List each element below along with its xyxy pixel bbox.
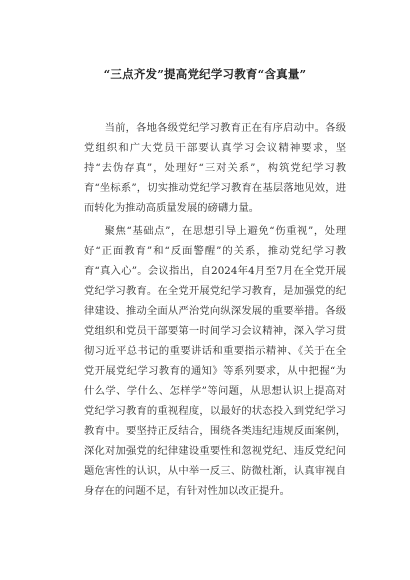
paragraph-intro: 当前，各地各级党纪学习教育正在有序启动中。各级党组织和广大党员干部要认真学习会议精神要求，坚持“去伪存真”，处理好“三对关系”，构筑党纪学习教育“坐标系”，切实推动党纪学习教育在基层落地见效，进而转化为推动高质量发展的磅礴力量。 bbox=[84, 122, 346, 214]
document-title: “三点齐发”提高党纪学习教育“含真量” bbox=[103, 67, 307, 81]
paragraph-focus-foundation: 聚焦“基础点”，在思想引导上避免“伤重视”，处理好“正面教育”和“反面警醒”的关系，推动党纪学习教育“真入心”。会议指出，自2024年4月至7月在全党开展党纪学习教育。在全党开展党纪学习教育，是加强党的纪律建设、推动全面从严治党向纵深发展的重要举措。各级党组织和党员干部要第一时间学习会议精神，深入学习贯彻习近平总书记的重要讲话和重要指示精神、《关于在全党开展党纪学习教育的通知》等系列要求，从中把握“为什么学、学什么、怎样学”等问题，从思想认识上提高对党纪学习教育的重视程度，以最好的状态投入到党纪学习教育中。要坚持正反结合，围绕各类违纪违规反面案例，深化对加强党的纪律建设重要性和忽视党纪、违反党纪问题危害性的认识，从中举一反三、防微杜渐，认真审视自身存在的问题不足，有针对性加以改正提升。 bbox=[84, 225, 346, 497]
document-body bbox=[84, 118, 346, 504]
